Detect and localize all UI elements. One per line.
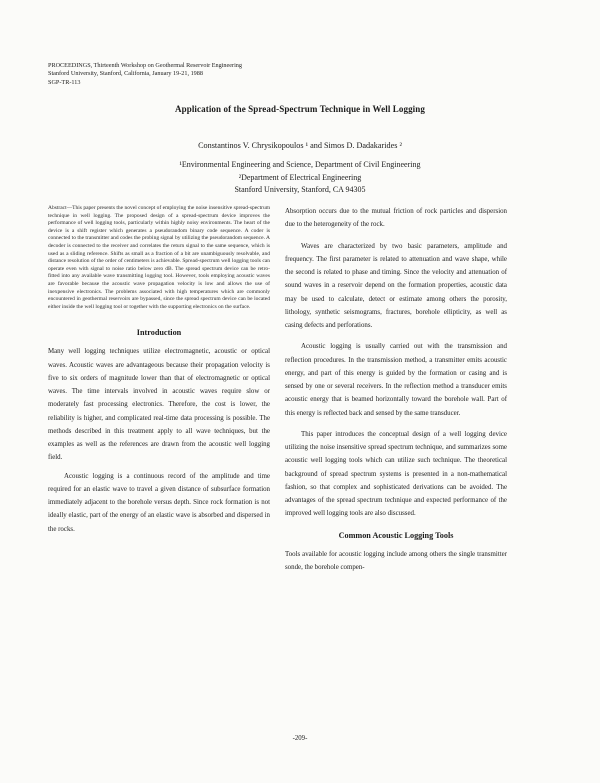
- body-paragraph-1: Absorption occurs due to the mutual friction of rock particles and dispersion due to the heterogeneity of the rock.: [285, 208, 507, 229]
- affiliations: [0, 159, 600, 197]
- proceedings-header: [48, 62, 348, 87]
- affiliation-1: ¹Environmental Engineering and Science, Department of Civil Engineering: [179, 160, 421, 169]
- body-paragraph-3: Acoustic logging is usually carried out with the transmission and reflection procedures. In the transmission method, a transmitter emits acoustic energy, and part of this energy is guided by the formation or casing and is sensed by one or several receivers. In the reflection method a transducer emits acoustic energy that is beamed horizontally toward the borehole wall. Part of this energy is reflected back and sensed by the same transducer.: [285, 343, 507, 417]
- authors: Constantinos V. Chrysikopoulos ¹ and Simos D. Dadakarides ²: [198, 141, 402, 150]
- page-number: -209-: [292, 735, 308, 742]
- intro-paragraph-1: Many well logging techniques utilize electromagnetic, acoustic or optical waves. Acoustic waves are advantageous because their propagation velocity is five to six orders of magnitude lower than that of electromagnetic or optical waves. The time intervals involved in acoustic waves require slow or moderately fast processing electronics. Therefore, the cost is lower, the reliability is higher, and complicated real-time data processing is possible. The methods described in this treatment apply to all wave techniques, but the examples as well as the references are drawn from the acoustic well logging field.: [48, 348, 270, 462]
- intro-paragraph-2: Acoustic logging is a continuous record of the amplitude and time required for an elastic wave to travel a given distance of subsurface formation immediately adjacent to the borehole versus depth. Since rock formation is not ideally elastic, part of the energy of an elastic wave is absorbed and dispersed in the rocks.: [48, 472, 270, 533]
- left-column: [48, 205, 270, 536]
- abstract: Abstract—This paper presents the novel concept of employing the noise insensitive spread-spectrum technique in well logging. The proposed design of a spread-spectrum device improves the performance of well logging tools, particularly within highly noisy environments. The heart of the device is a shift register which generates a pseudorandom binary code sequence. A coder is connected to the transmitter and codes the probing signal by utilizing the pseudorandom sequence. A decoder is connected to the receiver and correlates the return signal to the same sequence, which is used as a sliding reference. Shifts as small as a fraction of a bit are unambiguously resolvable, and distance resolution of the order of centimeters is achievable. Spread-spectrum well logging tools can operate even with signal to noise ratio below zero dB. The spread spectrum device can be retro-fitted into any available wave transmitting logging tool. However, tools employing acoustic waves are favorable because the acoustic wave propagation velocity is low and allows the use of inexpensive electronics. The problems associated with high temperatures which are commonly encountered in geothermal reservoirs are bypassed, since the spread spectrum device can be located either inside the well logging tool or together with the supporting electronics on the surface.: [48, 205, 270, 310]
- body-paragraph-2: Waves are characterized by two basic parameters, amplitude and frequency. The first parameter is related to attenuation and wave shape, while the second is related to phase and timing. Since the velocity and attenuation of sound waves in a reservoir depend on the formation properties, acoustic data may be used to calculate, detect or estimate among others the porosity, lithology, synthetic seismograms, fractures, borehole ellipticity, as well as casing defects and perforations.: [285, 242, 507, 329]
- affiliation-2: ²Department of Electrical Engineering: [238, 172, 362, 182]
- affiliation-address: Stanford University, Stanford, CA 94305: [234, 185, 366, 194]
- body-paragraph-5: Tools available for acoustic logging include among others the single transmitter sonde, the borehole compen-: [285, 550, 507, 571]
- section-heading-common-tools: Common Acoustic Logging Tools: [338, 530, 454, 540]
- venue-line: Stanford University, Stanford, California, January 19-21, 1988: [48, 70, 203, 78]
- right-column: [285, 205, 507, 574]
- proceedings-line: PROCEEDINGS, Thirteenth Workshop on Geothermal Reservoir Engineering: [48, 62, 242, 69]
- paper-title: Application of the Spread-Spectrum Technique in Well Logging: [175, 104, 425, 114]
- body-paragraph-4: This paper introduces the conceptual design of a well logging device utilizing the noise insensitive spread spectrum technique, and summarizes some acoustic well logging tools which can utilize such technique. The theoretical background of spread spectrum systems is presented in a non-mathematical fashion, so that complex and sophisticated derivations can be avoided. The advantages of the spread spectrum technique and expected performance of the improved well logging tools are also discussed.: [285, 430, 507, 518]
- report-number: SGP-TR-113: [48, 78, 81, 86]
- section-heading-introduction: Introduction: [136, 328, 182, 338]
